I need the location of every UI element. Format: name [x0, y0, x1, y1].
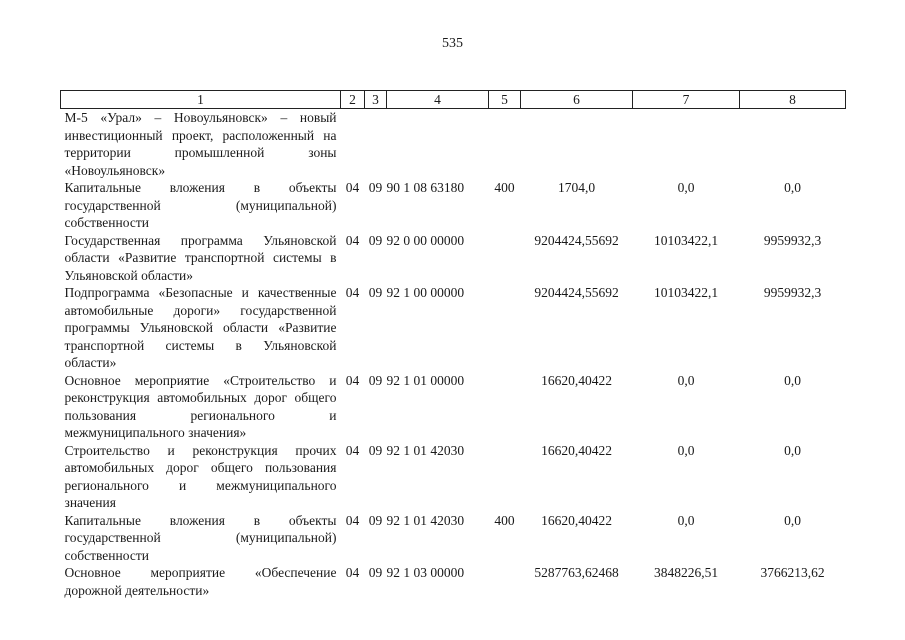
row-value-3: 3766213,62	[760, 565, 825, 580]
row-value-3: 0,0	[784, 180, 801, 195]
row-pr: 09	[368, 565, 383, 580]
row-value-1: 1704,0	[557, 180, 596, 195]
row-vr	[489, 109, 521, 180]
row-pr: 09	[368, 512, 383, 528]
row-value-2: 0,0	[677, 372, 695, 388]
column-header: 8	[740, 91, 846, 109]
column-header: 7	[633, 91, 740, 109]
row-value-3	[740, 109, 846, 180]
row-csr: 90 1 08 63180	[386, 180, 465, 195]
row-csr: 92 0 00 00000	[386, 232, 465, 248]
table-row	[61, 179, 846, 232]
row-value-1: 9204424,55692	[534, 232, 619, 248]
row-name: Строительство и реконструкция прочих автомобильных дорог общего пользования регионального и межмуниципального значения	[64, 442, 337, 510]
row-csr	[387, 109, 489, 180]
row-value-1: 9204424,55692	[534, 285, 619, 300]
budget-table	[60, 90, 846, 599]
row-value-2	[633, 109, 740, 180]
row-name: Капитальные вложения в объекты государственной (муниципальной) собственности	[64, 512, 337, 563]
row-csr: 92 1 01 00000	[386, 372, 465, 388]
row-pr: 09	[368, 285, 383, 300]
row-value-2: 10103422,1	[653, 232, 719, 248]
row-csr: 92 1 01 42030	[386, 512, 465, 528]
column-header: 5	[489, 91, 521, 109]
row-value-3: 0,0	[784, 372, 801, 388]
row-value-1: 16620,40422	[541, 512, 612, 528]
row-pr: 09	[368, 232, 383, 248]
row-value-2: 0,0	[677, 442, 695, 458]
row-pr: 09	[368, 372, 383, 388]
row-pr: 09	[368, 180, 383, 195]
row-rz: 04	[345, 285, 360, 300]
column-header: 2	[341, 91, 365, 109]
row-csr: 92 1 00 00000	[386, 285, 465, 300]
row-vr	[489, 372, 521, 442]
row-value-2: 0,0	[677, 180, 695, 195]
page-number: 535	[442, 36, 463, 51]
row-rz: 04	[345, 232, 360, 248]
row-value-1: 5287763,62468	[534, 565, 619, 580]
row-vr	[489, 564, 521, 599]
row-csr: 92 1 03 00000	[386, 565, 465, 580]
table-row	[61, 512, 846, 565]
row-rz: 04	[345, 512, 360, 528]
row-value-3: 0,0	[784, 442, 801, 458]
row-value-3: 9959932,3	[763, 285, 822, 300]
row-name: Государственная программа Ульяновской области «Развитие транспортной системы в Ульяновской области»	[64, 232, 337, 283]
row-vr	[489, 442, 521, 512]
table-row	[61, 284, 846, 372]
row-rz	[341, 109, 365, 180]
row-value-1: 16620,40422	[541, 442, 612, 458]
row-value-1	[521, 109, 633, 180]
row-vr: 400	[494, 512, 515, 528]
row-name: Подпрограмма «Безопасные и качественные автомобильные дороги» государственной программы Ульяновской области «Развитие транспортной системы в Ульяновской области»	[64, 285, 337, 370]
row-value-2: 3848226,51	[653, 565, 719, 580]
table-header-row	[61, 91, 846, 109]
table-row	[61, 109, 846, 180]
row-vr: 400	[494, 180, 515, 195]
row-value-3: 0,0	[784, 512, 801, 528]
table-row	[61, 564, 846, 599]
row-value-1: 16620,40422	[541, 372, 612, 388]
table-row	[61, 442, 846, 512]
table-row	[61, 232, 846, 285]
table-row	[61, 372, 846, 442]
row-vr	[489, 232, 521, 285]
row-rz: 04	[345, 565, 360, 580]
row-vr	[489, 284, 521, 372]
row-rz: 04	[345, 442, 360, 458]
row-name: М-5 «Урал» – Новоульяновск» – новый инвестиционный проект, расположенный на территории промышленной зоны «Новоульяновск»	[64, 110, 337, 178]
row-value-2: 0,0	[677, 512, 695, 528]
row-name: Основное мероприятие «Строительство и реконструкция автомобильных дорог общего пользования регионального и межмуниципального значения»	[64, 372, 337, 440]
row-csr: 92 1 01 42030	[386, 442, 465, 458]
row-pr: 09	[368, 442, 383, 458]
column-header: 6	[521, 91, 633, 109]
row-name: Капитальные вложения в объекты государственной (муниципальной) собственности	[64, 180, 337, 230]
row-value-3: 9959932,3	[763, 232, 822, 248]
column-header: 3	[365, 91, 387, 109]
column-header: 4	[387, 91, 489, 109]
row-rz: 04	[345, 180, 360, 195]
row-pr	[365, 109, 387, 180]
row-rz: 04	[345, 372, 360, 388]
column-header: 1	[61, 91, 341, 109]
row-name: Основное мероприятие «Обеспечение дорожной деятельности»	[64, 565, 337, 598]
row-value-2: 10103422,1	[653, 285, 719, 300]
